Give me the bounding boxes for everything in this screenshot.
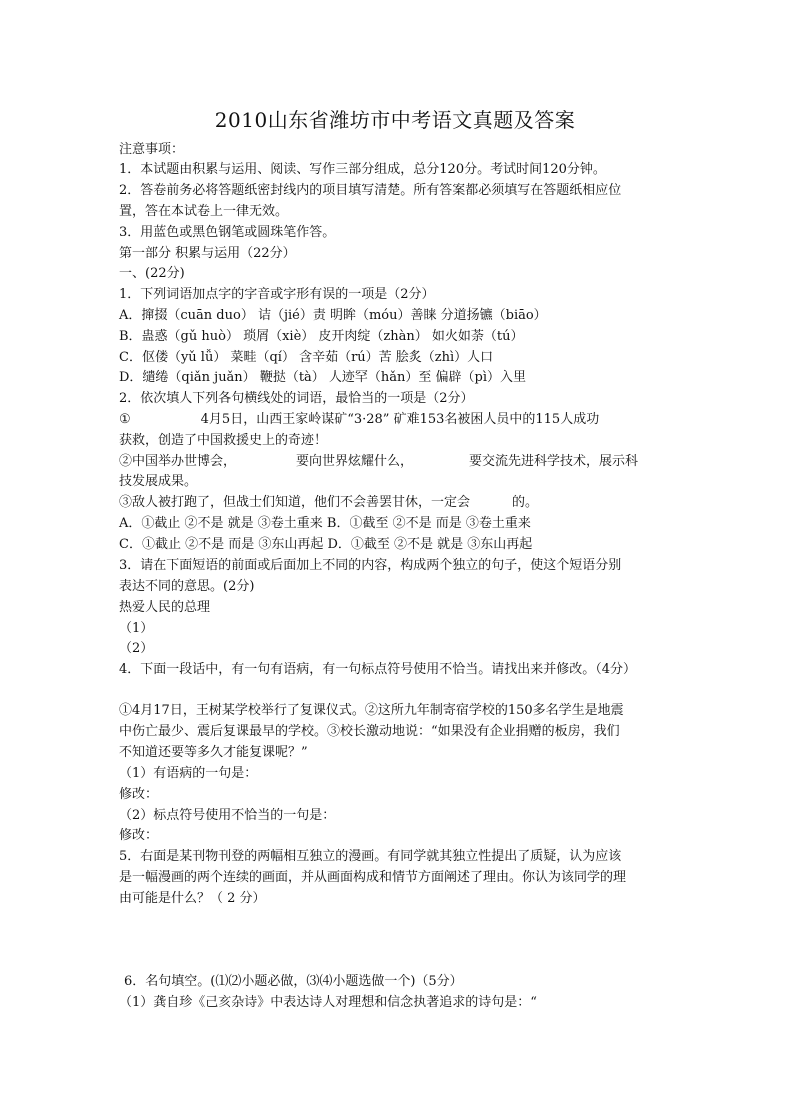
q4-fix-1: 修改：	[119, 787, 159, 802]
q2-sentence-2-part-2: 要向世界炫耀什么，	[296, 454, 414, 469]
q4-stem: 4．下面一段话中，有一句有语病，有一句标点符号使用不恰当。请找出来并修改。（4分）	[119, 662, 637, 677]
q4-passage-line-1: ①4月17日，王树某学校举行了复课仪式。②这所九年制寄宿学校的150多名学生是地震	[119, 703, 624, 718]
q2-stem: 2．依次填人下列各句横线处的词语，最恰当的一项是（2分）	[119, 391, 474, 406]
q2-sentence-2-line-2: 技发展成果。	[119, 474, 198, 489]
q3-answer-1: （1）	[119, 621, 154, 636]
q5-line-1: 5．右面是某刊物刊登的两幅相互独立的漫画。有同学就其独立性提出了质疑，认为应该	[119, 849, 622, 864]
page-title: 2010山东省潍坊市中考语文真题及答案	[214, 108, 576, 132]
q2-sentence-1-marker: ①	[119, 412, 131, 427]
q2-sentence-3-part-1: ③敌人被打跑了，但战士们知道，他们不会善罢甘休，一定会	[119, 495, 471, 510]
q1-option-c: C．伛偻（yǔ lǚ） 菜畦（qí） 含辛茹（rú）苦 脍炙（zhì）人口	[119, 350, 494, 365]
q2-options-ab: A．①截止 ②不是 就是 ③卷土重来 B．①截至 ②不是 而是 ③卷土重来	[119, 516, 531, 531]
q5-line-3: 由可能是什么？（ 2 分）	[119, 891, 266, 906]
q2-options-cd: C．①截止 ②不是 而是 ③东山再起 D．①截至 ②不是 就是 ③东山再起	[119, 537, 533, 552]
q3-stem-line-1: 3．请在下面短语的前面或后面加上不同的内容，构成两个独立的句子，使这个短语分别	[119, 558, 622, 573]
q3-stem-line-2: 表达不同的意思。(2分)	[119, 579, 255, 594]
note-2-line-1: 2．答卷前务必将答题纸密封线内的项目填写清楚。所有答案都必须填写在答题纸相应位	[119, 183, 622, 198]
q4-passage-line-2: 中伤亡最少、震后复课最早的学校。③校长激动地说：“如果没有企业捐赠的板房，我们	[119, 724, 620, 739]
q2-sentence-1-text: 4月5日，山西王家岭谋矿“3·28” 矿难153名被困人员中的115人成功	[200, 412, 600, 427]
q2-sentence-3-part-2: 的。	[512, 495, 539, 510]
q4-passage-line-3: 不知道还要等多久才能复课呢？”	[119, 745, 308, 760]
note-2-line-2: 置，答在本试卷上一律无效。	[119, 204, 289, 219]
q5-line-2: 是一幅漫画的两个连续的画面，并从画面构成和情节方面阐述了理由。你认为该同学的理	[119, 870, 627, 885]
q2-sentence-2-line-1	[119, 452, 759, 472]
q2-sentence-1-line-2: 获救，创造了中国救援史上的奇迹！	[119, 433, 328, 448]
q3-answer-2: （2）	[119, 641, 154, 656]
part1-heading: 第一部分 积累与运用（22分）	[119, 246, 296, 261]
q1-option-b: B．蛊惑（gǔ huò） 琐屑（xiè） 皮开肉绽（zhàn） 如火如荼（tú）	[119, 329, 524, 344]
q2-sentence-2-part-1: ②中国举办世博会，	[119, 454, 237, 469]
note-3: 3．用蓝色或黑色钢笔或圆珠笔作答。	[119, 225, 336, 240]
note-1: 1．本试题由积累与运用、阅读、写作三部分组成，总分120分。考试时间120分钟。	[119, 162, 606, 177]
q2-sentence-2-part-3: 要交流先进科学技术，展示科	[469, 454, 639, 469]
q6-sub-1: （1）龚自珍《己亥杂诗》中表达诗人对理想和信念执著追求的诗句是：“	[119, 995, 537, 1010]
q1-option-d: D．缱绻（qiǎn juǎn） 鞭挞（tà） 人迹罕（hǎn）至 偏辟（pì）入里	[119, 370, 527, 385]
q1-stem: 1．下列词语加点字的字音或字形有误的一项是（2分）	[119, 287, 435, 302]
q4-fix-2: 修改：	[119, 828, 159, 843]
q6-stem: 6．名句填空。(⑴⑵小题必做，⑶⑷小题选做一个)（5分）	[124, 974, 463, 989]
section-heading: 一、(22分)	[119, 266, 185, 281]
q2-sentence-3	[119, 493, 759, 513]
q2-sentence-1-line-1	[119, 410, 759, 430]
q4-sub-1: （1）有语病的一句是：	[119, 766, 258, 781]
q1-option-a: A．撺掇（cuān duo） 诘（jié）责 明眸（móu）善睐 分道扬镳（biāo）	[119, 308, 547, 323]
notes-heading: 注意事项：	[119, 142, 185, 157]
q4-sub-2: （2）标点符号使用不恰当的一句是：	[119, 808, 336, 823]
q3-phrase: 热爱人民的总理	[119, 600, 211, 615]
